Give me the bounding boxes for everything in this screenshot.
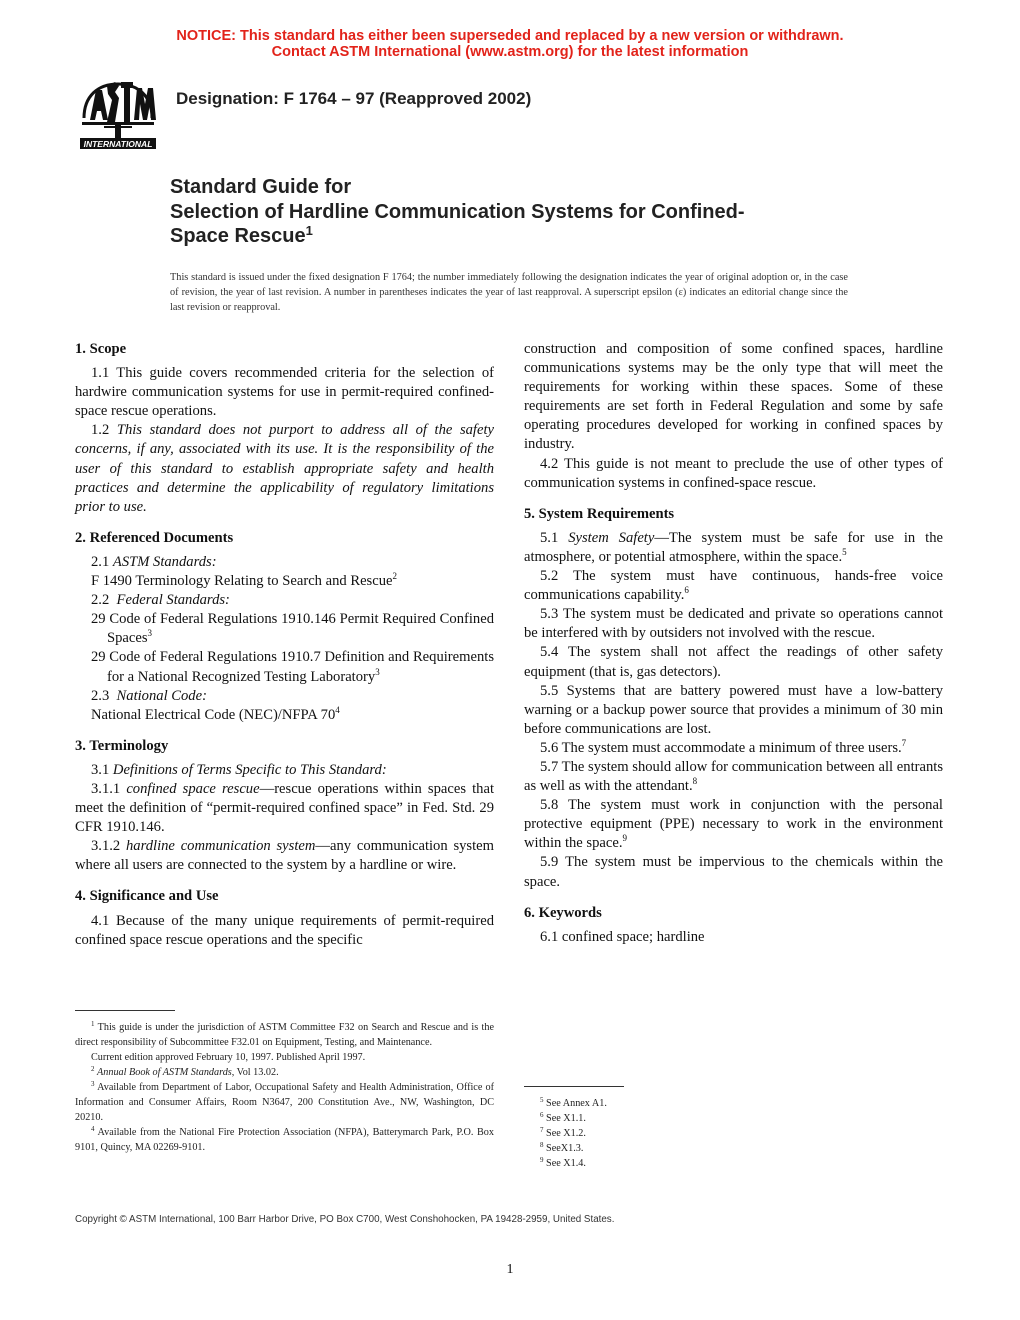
para-5-7-text: 5.7 The system should allow for communication between all entrants as well as with the attendant. <box>524 758 943 795</box>
para-4-1-part-a: 4.1 Because of the many unique requirements of permit-required confined space rescue operations and the specific <box>75 912 494 948</box>
footnote-2-book: Annual Book of ASTM Standards <box>97 1067 232 1078</box>
footnote-8-num: 8 <box>540 1141 544 1149</box>
ref-doc-cfr-1910-7-text: 29 Code of Federal Regulations 1910.7 Definition and Requirements for a National Recognized Testing Laboratory <box>91 649 494 685</box>
footnote-4-num: 4 <box>91 1125 95 1133</box>
para-3-1-1-num: 3.1.1 <box>91 780 121 797</box>
para-2-3-num: 2.3 <box>91 687 110 704</box>
footnote-2-vol: , Vol 13.02. <box>231 1067 279 1078</box>
para-3-1-label: Definitions of Terms Specific to This Standard: <box>112 761 387 778</box>
footnote-3-num: 3 <box>91 1080 95 1088</box>
para-2-1 <box>75 553 494 572</box>
section-scope-heading: 1. Scope <box>75 341 127 357</box>
footnote-2 <box>75 1065 494 1080</box>
para-5-6-fnref[interactable]: 7 <box>901 737 907 748</box>
footnote-7-num: 7 <box>540 1126 544 1134</box>
def-hardline-communication-system: —any communication system where all users are connected to the system by a hardline or wire. <box>75 838 494 874</box>
para-3-1-1 <box>75 780 494 837</box>
title-line-2: Selection of Hardline Communication Systems for Confined- <box>170 200 745 223</box>
ref-doc-cfr-1910-146 <box>75 610 494 648</box>
footnote-6-num: 6 <box>540 1111 544 1119</box>
footnote-9-num: 9 <box>540 1156 544 1164</box>
para-5-9: 5.9 The system must be impervious to the chemicals within the space. <box>524 854 943 890</box>
para-5-2 <box>524 567 943 605</box>
para-2-3-label: National Code: <box>116 687 207 704</box>
ref-doc-nec <box>75 706 494 725</box>
footnote-5-num: 5 <box>540 1096 544 1104</box>
para-5-6-text: 5.6 The system must accommodate a minimum of three users. <box>540 739 902 756</box>
para-6-1: 6.1 confined space; hardline <box>540 928 705 945</box>
para-3-1-num: 3.1 <box>91 761 110 778</box>
para-5-1-text: —The system must be safe for use in the atmosphere, or potential atmosphere, within the space. <box>524 529 943 565</box>
para-2-1-label: ASTM Standards: <box>112 553 217 570</box>
title-line-3 <box>170 224 745 249</box>
title-line-1: Standard Guide for <box>170 176 352 198</box>
section-keywords-heading: 6. Keywords <box>524 904 602 921</box>
footnote-rule-right <box>524 1086 624 1087</box>
para-3-1 <box>75 761 494 780</box>
para-3-1-2-num: 3.1.2 <box>91 838 121 855</box>
footnote-4 <box>75 1125 494 1155</box>
notice-line-2: Contact ASTM International (www.astm.org) for the latest information <box>271 44 749 60</box>
withdrawal-notice <box>0 28 1020 60</box>
page-number: 1 <box>506 1262 514 1277</box>
def-confined-space-rescue: —rescue operations within spaces that meet the definition of “permit-required confined space” in Fed. Std. 29 CFR 1910.146. <box>75 780 495 836</box>
para-5-1 <box>524 529 943 567</box>
section-significance-heading: 4. Significance and Use <box>75 888 219 905</box>
para-1-2-text: This standard does not purport to address all of the safety concerns, if any, associated with its use. It is the responsibility of the user of this standard to establish appropriate safety and health practices and determine the applicability of regulatory limitations prior to use. <box>75 422 494 515</box>
footnote-3 <box>75 1080 494 1125</box>
section-referenced-docs-heading: 2. Referenced Documents <box>75 529 234 546</box>
para-5-7-fnref[interactable]: 8 <box>692 776 698 787</box>
ref-doc-cfr-1910-146-text: 29 Code of Federal Regulations 1910.146 Permit Required Confined Spaces <box>91 611 494 647</box>
footnote-1-num: 1 <box>91 1020 95 1028</box>
para-5-1-fnref[interactable]: 5 <box>842 546 847 557</box>
para-1-2 <box>75 421 494 516</box>
footnote-7 <box>524 1126 943 1141</box>
astm-logo <box>74 76 162 152</box>
notice-line-1: NOTICE: This standard has either been superseded and replaced by a new version or withdrawn. <box>176 28 844 44</box>
footnote-2-num: 2 <box>91 1065 95 1073</box>
ref-doc-f1490 <box>75 572 494 591</box>
section-terminology-heading: 3. Terminology <box>75 737 169 754</box>
right-column <box>524 340 943 947</box>
para-5-2-text: 5.2 The system must have continuous, hands-free voice communications capability. <box>524 568 943 604</box>
para-5-4: 5.4 The system shall not affect the readings of other safety equipment (that is, gas detectors). <box>524 644 943 680</box>
footnote-9 <box>524 1156 943 1171</box>
footnotes-left <box>75 1020 494 1155</box>
footnote-7-text: See X1.2. <box>546 1128 586 1139</box>
para-5-5: 5.5 Systems that are battery powered must have a low-battery warning or a backup power source that provides a minimum of 30 min before communications are lost. <box>524 682 943 737</box>
footnote-1 <box>75 1020 494 1050</box>
svg-text:INTERNATIONAL: INTERNATIONAL <box>83 139 153 149</box>
left-column <box>75 340 494 950</box>
para-4-1-part-b: construction and composition of some confined spaces, hardline communications systems may be the only type that will meet the requirements for working within these spaces. Some of these requirements are set forth in Federal Regulation and some by safe operating procedures developed for working in confined spaces by industry. <box>524 341 943 453</box>
para-2-2 <box>75 591 494 610</box>
copyright-line: Copyright © ASTM International, 100 Barr Harbor Drive, PO Box C700, West Conshohocken, PA 19428-2959, United States. <box>75 1214 615 1225</box>
ref-doc-f1490-fnref[interactable]: 2 <box>392 571 397 582</box>
ref-doc-f1490-text: F 1490 Terminology Relating to Search and Rescue <box>91 573 393 590</box>
para-4-2: 4.2 This guide is not meant to preclude the use of other types of communication systems in confined-space rescue. <box>524 455 943 491</box>
para-5-8-fnref[interactable]: 9 <box>622 833 627 844</box>
footnote-6 <box>524 1111 943 1126</box>
title-line-3-text: Space Rescue <box>170 225 306 247</box>
para-5-1-num: 5.1 <box>540 529 559 546</box>
designation: Designation: F 1764 – 97 (Reapproved 2002) <box>176 89 532 108</box>
para-5-3: 5.3 The system must be dedicated and private so operations cannot be interfered with by outsiders not involved with the rescue. <box>524 606 943 642</box>
section-system-requirements-heading: 5. System Requirements <box>524 505 675 522</box>
footnote-8 <box>524 1141 943 1156</box>
footnote-9-text: See X1.4. <box>546 1158 586 1169</box>
para-5-8-text: 5.8 The system must work in conjunction with the personal protective equipment (PPE) necessary to work in the environment within the space. <box>524 797 943 852</box>
para-5-8 <box>524 796 943 853</box>
footnote-4-text: Available from the National Fire Protection Association (NFPA), Batterymarch Park, P.O. Box 9101, Quincy, MA 02269-9101. <box>75 1127 494 1153</box>
para-2-3 <box>75 687 494 706</box>
ref-doc-cfr-1910-146-fnref[interactable]: 3 <box>147 628 153 639</box>
footnote-1-text: This guide is under the jurisdiction of ASTM Committee F32 on Search and Rescue and is the direct responsibility of Subcommittee F32.01 on Equipment, Testing, and Maintenance. <box>75 1022 494 1048</box>
footnote-rule-left <box>75 1010 175 1011</box>
para-3-1-2 <box>75 837 494 875</box>
para-2-2-num: 2.2 <box>91 592 110 609</box>
para-1-1: 1.1 This guide covers recommended criteria for the selection of hardwire communication systems for use in permit-required confined-space rescue operations. <box>75 365 494 420</box>
para-5-6 <box>524 739 943 758</box>
issuance-note: This standard is issued under the fixed designation F 1764; the number immediately following the designation indicates the year of original adoption or, in the case of revision, the year of last revision. A number in parentheses indicates the year of last reapproval. A superscript epsilon (ε) indicates an editorial change since the last revision or reapproval. <box>170 272 848 313</box>
footnote-5 <box>524 1096 943 1111</box>
para-5-7 <box>524 758 943 796</box>
ref-doc-nec-fnref[interactable]: 4 <box>335 704 340 715</box>
term-confined-space-rescue: confined space rescue <box>126 780 260 797</box>
ref-doc-cfr-1910-7 <box>75 648 494 686</box>
para-5-1-label: System Safety <box>568 529 655 546</box>
para-2-1-num: 2.1 <box>91 553 110 570</box>
footnote-1-edition: Current edition approved February 10, 1997. Published April 1997. <box>91 1052 366 1063</box>
term-hardline-communication-system: hardline communication system <box>126 838 316 855</box>
para-1-2-num: 1.2 <box>91 422 110 439</box>
para-2-2-label: Federal Standards: <box>116 592 230 609</box>
footnote-6-text: See X1.1. <box>546 1113 586 1124</box>
title-footnote-ref[interactable]: 1 <box>305 223 313 238</box>
footnotes-right <box>524 1096 943 1171</box>
para-5-2-fnref[interactable]: 6 <box>684 585 689 596</box>
document-title <box>170 175 745 249</box>
ref-doc-cfr-1910-7-fnref[interactable]: 3 <box>375 666 380 677</box>
footnote-5-text: See Annex A1. <box>546 1098 607 1109</box>
footnote-8-text: SeeX1.3. <box>546 1143 584 1154</box>
footnote-3-text: Available from Department of Labor, Occupational Safety and Health Administration, Office of Information and Consumer Affairs, Room N3647, 200 Constitution Ave., NW, Washington, DC 20210. <box>75 1082 495 1123</box>
ref-doc-nec-text: National Electrical Code (NEC)/NFPA 70 <box>91 706 336 723</box>
